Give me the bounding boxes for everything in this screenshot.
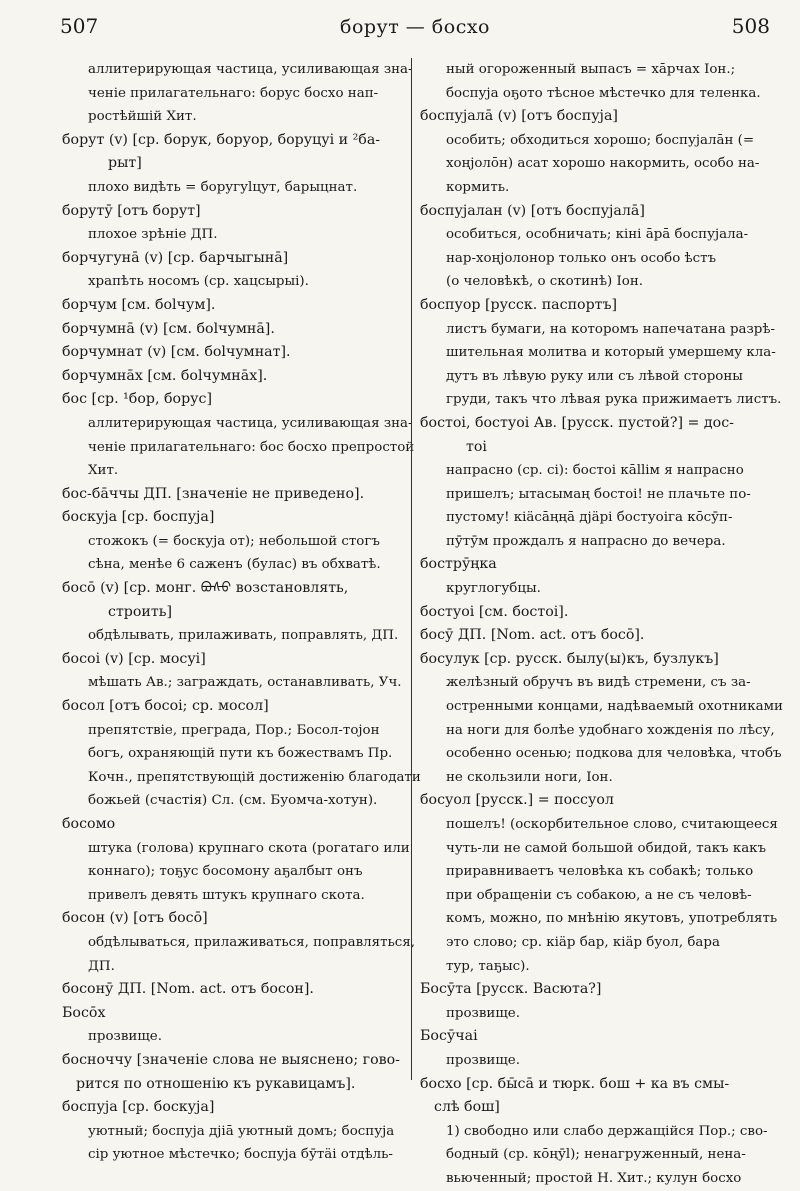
entry-text-line: чуть-ли не самой большой обидой, такъ какъ bbox=[446, 840, 767, 856]
entry-text-line: особенно осенью; подкова для человѣка, чтобъ bbox=[446, 746, 782, 762]
entry-text-line: богъ, охраняющій пути къ божествамъ Пр. bbox=[88, 746, 393, 762]
entry-headword-line: боспујалан (v) [отъ боспујала̄] bbox=[420, 202, 645, 219]
entry-text-line: прозвище. bbox=[446, 1005, 520, 1021]
entry-text-line: это слово; ср. кіäр бар, кіäр буол, бара bbox=[446, 934, 720, 950]
entry-text-line: штука (голова) крупнаго скота (рогатаго или bbox=[88, 840, 410, 856]
entry-text-line: хоңјоло̄н) асат хорошо накормить, особо на- bbox=[446, 156, 760, 172]
entry-text-line: тоі bbox=[466, 438, 487, 455]
entry-headword-line: Босӯчаі bbox=[420, 1028, 478, 1045]
entry-headword-line: боспуја [ср. боскуја] bbox=[62, 1099, 215, 1116]
entry-text-line: прозвище. bbox=[88, 1029, 162, 1045]
entry-text-line: обдѣлывать, прилаживать, поправлять, ДП. bbox=[88, 628, 399, 644]
entry-headword-line: босулук [ср. русск. былу(ы)къ, бузлукъ] bbox=[420, 650, 719, 667]
entry-text-line: стожокъ (= боскуја от); небольшой стогъ bbox=[88, 533, 380, 549]
entry-text-line: мѣшать Ав.; заграждать, останавливать, Уч. bbox=[88, 675, 402, 691]
entry-text-line: рится по отношенію къ рукавицамъ]. bbox=[76, 1075, 356, 1092]
entry-text-line: комъ, можно, по мнѣнію якутовъ, употреблять bbox=[446, 911, 778, 927]
running-head: борут — босхо bbox=[340, 16, 490, 38]
entry-text-line: коннаго); тоҕус босомону аҕалбыт онъ bbox=[88, 864, 363, 880]
entry-text-line: ченіе прилагательнаго: бос босхо препростой bbox=[88, 439, 415, 455]
entry-text-line: желѣзный обручъ въ видѣ стремени, съ за- bbox=[446, 675, 751, 691]
entry-text-line: не скользили ноги, Іон. bbox=[446, 769, 613, 785]
entry-headword-line: босноччу [значеніе слова не выяснено; гово- bbox=[62, 1051, 400, 1068]
entry-headword-line: борутӯ [отъ борут] bbox=[62, 202, 201, 219]
entry-headword-line: бострӯңка bbox=[420, 556, 497, 573]
entry-headword-line: босон (v) [отъ босо̄] bbox=[62, 910, 208, 927]
entry-headword-line: босол [отъ босоі; ср. мосол] bbox=[62, 698, 269, 715]
entry-headword-line: босо̄ (v) [ср. монг. ᠪᠣᠰᠤ возстановлять, bbox=[62, 580, 349, 597]
entry-text-line: привелъ девять штукъ крупнаго скота. bbox=[88, 887, 365, 903]
entry-text-line: пустому! кіäса̄ңңа̄ дјäрі бостуоіга ко̄сӯп- bbox=[446, 510, 733, 526]
entry-text-line: обдѣлываться, прилаживаться, поправляться, bbox=[88, 934, 415, 950]
entry-text-line: сѣна, менѣе 6 саженъ (булас) въ обхватѣ. bbox=[88, 557, 381, 573]
entry-headword-line: Босо̄х bbox=[62, 1004, 106, 1021]
entry-text-line: уютный; боспуја дјіа̄ уютный домъ; боспуја bbox=[88, 1123, 395, 1139]
entry-text-line: круглогубцы. bbox=[446, 581, 541, 597]
column-divider bbox=[411, 58, 412, 1080]
entry-text-line: бодный (ср. ко̄ңӯl); ненагруженный, нена- bbox=[446, 1147, 746, 1163]
entry-headword-line: борчугуна̄ (v) [ср. барчыгына̄] bbox=[62, 249, 289, 266]
entry-headword-line: босӯ ДП. [Nom. act. отъ босо̄]. bbox=[420, 627, 645, 644]
entry-text-line: кормить. bbox=[446, 179, 510, 195]
entry-text-line: тур, таҕыс). bbox=[446, 958, 530, 974]
entry-headword-line: борчум [см. боlчум]. bbox=[62, 296, 216, 313]
entry-text-line: строить] bbox=[108, 603, 172, 620]
entry-text-line: пошелъ! (оскорбительное слово, считающееся bbox=[446, 817, 778, 832]
entry-headword-line: бостоі, бостуоі Ав. [русск. пустой?] = дос- bbox=[420, 414, 734, 431]
left-column bbox=[62, 58, 421, 1163]
entry-text-line: дутъ въ лѣвую руку или съ лѣвой стороны bbox=[446, 368, 743, 384]
entry-text-line: препятствіе, преграда, Пор.; Босол-тојон bbox=[88, 722, 380, 738]
entry-text-line: шительная молитва и который умершему кла- bbox=[446, 345, 776, 361]
entry-headword-line: боскуја [ср. боспуја] bbox=[62, 509, 215, 526]
entry-headword-line: Босӯта [русск. Васюта?] bbox=[420, 981, 602, 998]
entry-text-line: плохое зрѣніе ДП. bbox=[88, 227, 218, 243]
entry-headword-line: боспујала̄ (v) [отъ боспуја] bbox=[420, 108, 618, 125]
entry-text-line: рыт] bbox=[108, 155, 142, 172]
entry-text-line: слѣ бош] bbox=[434, 1099, 500, 1116]
entry-text-line: ный огороженный выпасъ = ха̄рчах Іон.; bbox=[446, 62, 736, 77]
entry-headword-line: босуол [русск.] = поссуол bbox=[420, 792, 614, 809]
entry-text-line: особить; обходиться хорошо; боспујала̄н (= bbox=[446, 132, 755, 148]
entry-text-line: вьюченный; простой Н. Хит.; кулун босхо bbox=[446, 1170, 742, 1186]
entry-text-line: пӯтӯм прождалъ я напрасно до вечера. bbox=[446, 533, 726, 549]
entry-text-line: на ноги для болѣе удобнаго хожденія по лѣсу, bbox=[446, 722, 775, 738]
entry-headword-line: бос [ср. ¹бор, борус] bbox=[62, 391, 212, 408]
entry-text-line: напрасно (ср. сі): бостоі ка̄llім я напрасно bbox=[446, 463, 744, 479]
entry-text-line: приравниваетъ человѣка къ собакѣ; только bbox=[446, 864, 754, 880]
left-page-number: 507 bbox=[60, 14, 99, 38]
entry-text-line: нар-хоңјолонор только онъ особо ѣстъ bbox=[446, 250, 717, 266]
right-page-number: 508 bbox=[731, 14, 770, 38]
entry-text-line: плохо видѣть = боругуlцут, барыцнат. bbox=[88, 179, 358, 195]
entry-text-line: 1) свободно или слабо держащійся Пор.; сво- bbox=[446, 1123, 768, 1139]
entry-headword-line: босомо bbox=[62, 816, 116, 832]
entry-text-line: остренными концами, надѣваемый охотниками bbox=[446, 699, 783, 715]
entry-headword-line: боспуор [русск. паспортъ] bbox=[420, 296, 618, 313]
entry-headword-line: борчумна̄ (v) [см. боlчумна̄]. bbox=[62, 320, 275, 337]
entry-text-line: храпѣть носомъ (ср. хацсырыі). bbox=[88, 274, 309, 290]
entry-headword-line: борчумнат (v) [см. боlчумнат]. bbox=[62, 344, 291, 361]
entry-text-line: листъ бумаги, на которомъ напечатана разрѣ- bbox=[446, 321, 775, 337]
entry-text-line: ченіе прилагательнаго: борус босхо нап- bbox=[88, 85, 379, 101]
entry-text-line: аллитерирующая частица, усиливающая зна- bbox=[88, 415, 413, 431]
page-header bbox=[60, 14, 770, 42]
entry-text-line: ростѣйшій Хит. bbox=[88, 109, 197, 125]
entry-text-line: пришелъ; ытасымаң бостоі! не плачьте по- bbox=[446, 486, 751, 502]
entry-headword-line: босонӯ ДП. [Nom. act. отъ босон]. bbox=[62, 981, 314, 998]
entry-headword-line: бостуоі [см. бостоі]. bbox=[420, 603, 569, 620]
entry-headword-line: борчумна̄х [см. боlчумна̄х]. bbox=[62, 367, 268, 384]
entry-text-line: прозвище. bbox=[446, 1052, 520, 1068]
entry-text-line: груди, такъ что лѣвая рука прижимаетъ листъ. bbox=[446, 392, 782, 408]
entry-text-line: Кочн., препятствующій достиженію благодати bbox=[88, 769, 421, 785]
entry-text-line: Хит. bbox=[88, 463, 119, 479]
entry-text-line: аллитерирующая частица, усиливающая зна- bbox=[88, 62, 413, 77]
entry-text-line: сір уютное мѣстечко; боспуја бӯтäі отдѣль- bbox=[88, 1147, 393, 1163]
right-column bbox=[420, 58, 783, 1186]
entry-headword-line: бос-ба̄ччы ДП. [значеніе не приведено]. bbox=[62, 485, 365, 502]
entry-headword-line: борут (v) [ср. борук, боруор, боруцуі и ²ба- bbox=[62, 131, 381, 148]
entry-text-line: (о человѣкѣ, о скотинѣ) Іон. bbox=[446, 274, 644, 290]
entry-text-line: особиться, особничать; кіні а̄ра̄ боспујала- bbox=[446, 227, 749, 243]
entry-text-line: ДП. bbox=[88, 958, 115, 974]
entry-headword-line: босхо [ср. бы̄са̄ и тюрк. бош + ка въ смы- bbox=[420, 1075, 730, 1092]
entry-headword-line: босоі (v) [ср. мосуі] bbox=[62, 650, 206, 667]
entry-text-line: божьей (счастія) Сл. (см. Буомча-хотун). bbox=[88, 793, 378, 809]
entry-text-line: боспуја оҕото тѣсное мѣстечко для теленка. bbox=[446, 85, 761, 101]
entry-text-line: при обращеніи съ собакою, а не съ человѣ- bbox=[446, 887, 752, 903]
